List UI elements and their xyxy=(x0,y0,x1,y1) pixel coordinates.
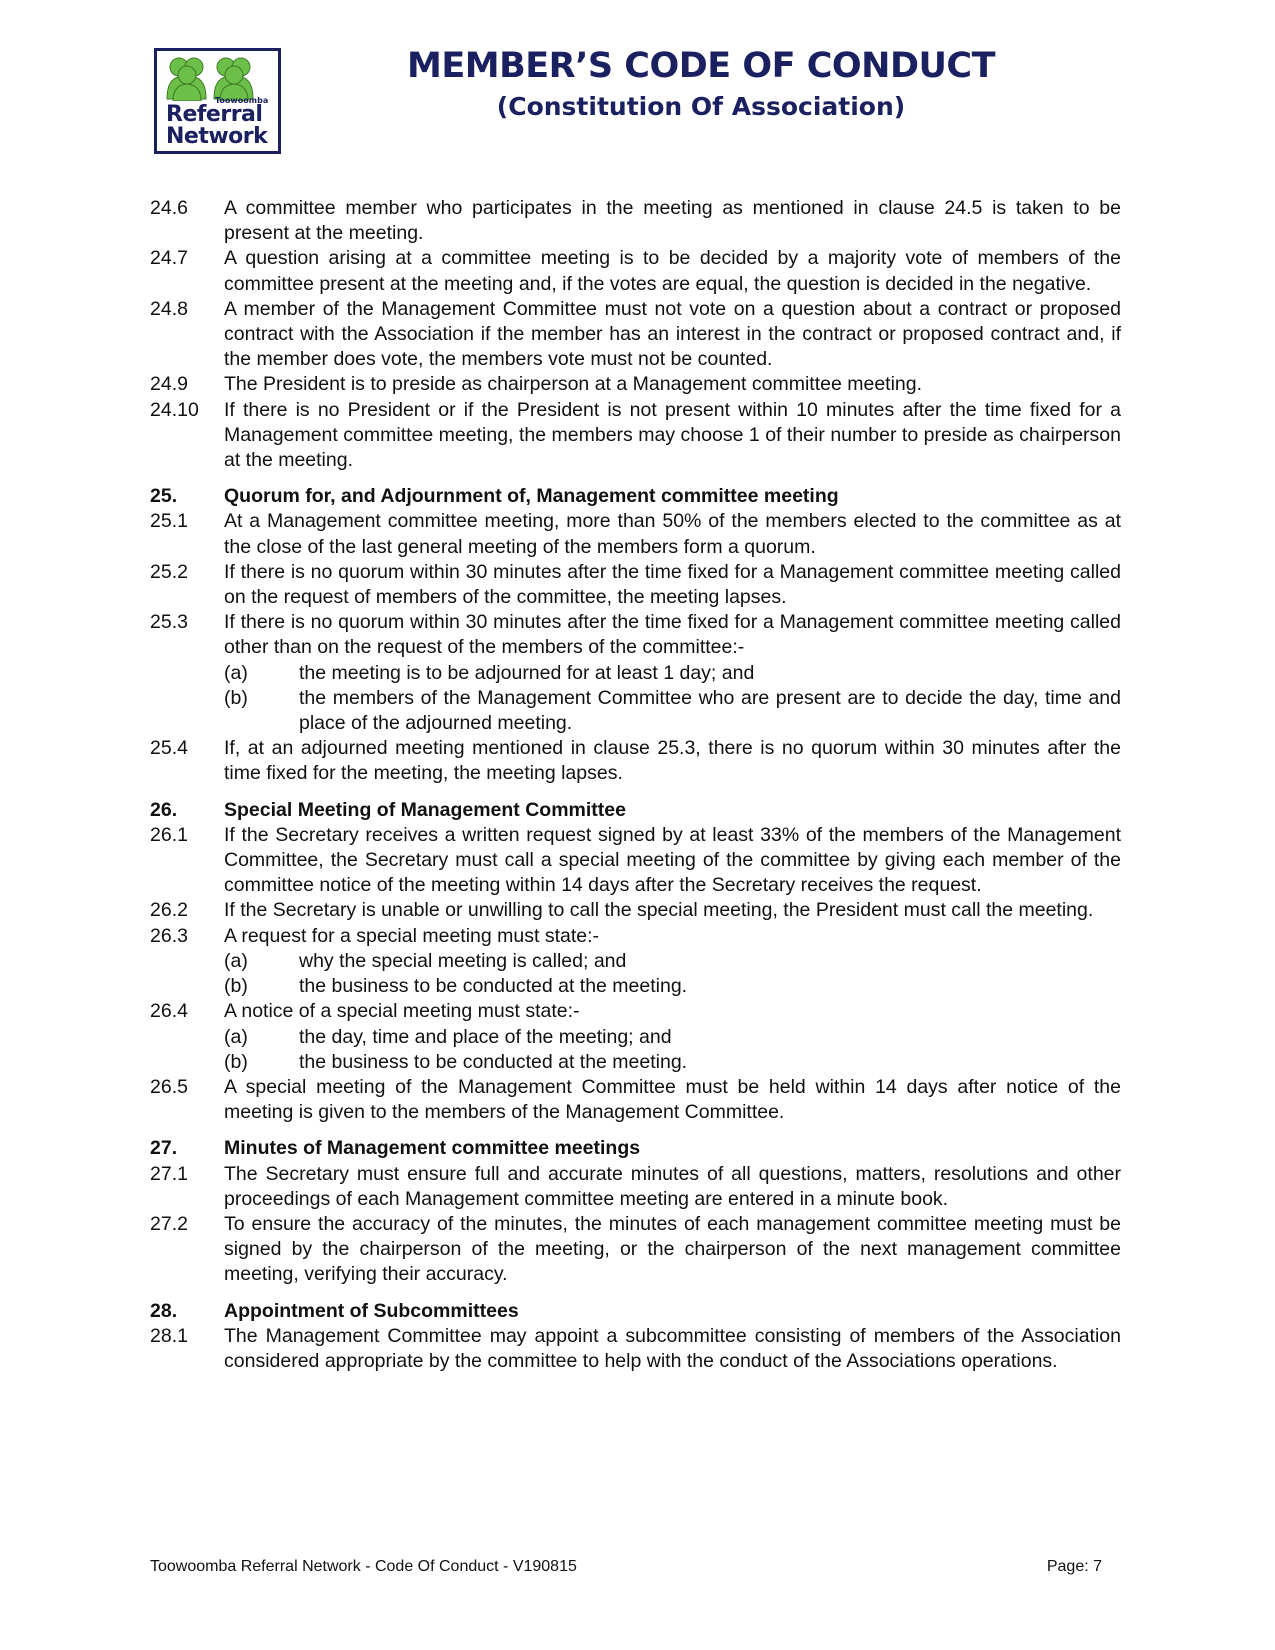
clause-number: 26.4 xyxy=(150,1000,188,1023)
clause-text: If the Secretary is unable or unwilling to call the special meeting, the President must call the meeting. xyxy=(224,899,1094,922)
sub-clause xyxy=(150,1050,1121,1075)
clause-number: 25.1 xyxy=(150,510,188,533)
clause xyxy=(150,1324,1121,1374)
clause xyxy=(150,610,1121,660)
page-subtitle: (Constitution Of Association) xyxy=(496,92,906,121)
section-heading xyxy=(150,1299,1121,1324)
section-heading xyxy=(150,484,1121,509)
organization-logo xyxy=(154,48,281,154)
clause-number: 26.5 xyxy=(150,1075,188,1098)
clause-number: 25.4 xyxy=(150,737,188,760)
clause-number: 28.1 xyxy=(150,1324,188,1347)
document-body xyxy=(150,196,1121,1374)
clause-text: Appointment of Subcommittees xyxy=(224,1299,519,1322)
clause-number: 25. xyxy=(150,485,178,508)
clause-number: 24.6 xyxy=(150,197,188,219)
clause-number: 26.1 xyxy=(150,823,188,846)
clause-text: If there is no quorum within 30 minutes after the time fixed for a Management committee meeting called other than on the request of the members of the committee:- xyxy=(224,611,1121,659)
clause-text: The Secretary must ensure full and accurate minutes of all questions, matters, resolutions and other proceedings of each Management committee meeting are entered in a minute book. xyxy=(224,1162,1121,1210)
clause-text: If, at an adjourned meeting mentioned in clause 25.3, there is no quorum within 30 minutes after the time fixed for the meeting, the meeting lapses. xyxy=(224,737,1121,785)
clause xyxy=(150,398,1121,474)
clause-number: 25.2 xyxy=(150,560,188,583)
clause-number: 24.8 xyxy=(150,297,188,320)
clause-number: 24.9 xyxy=(150,373,188,396)
sub-clause-text: the day, time and place of the meeting; and xyxy=(299,1025,672,1048)
section-heading xyxy=(150,1136,1121,1161)
clause xyxy=(150,297,1121,373)
clause xyxy=(150,999,1121,1024)
logo-line2: Network xyxy=(166,124,268,149)
clause-text: If the Secretary receives a written request signed by at least 33% of the members of the Management Committee, the Secretary must call a special meeting of the committee by giving each member of the committee notice of the meeting within 14 days after the Secretary receives the request. xyxy=(224,823,1121,897)
sub-clause-label: (a) xyxy=(224,661,248,684)
footer-page-number: Page: 7 xyxy=(1046,1558,1102,1575)
clause-text: A member of the Management Committee must not vote on a question about a contract or proposed contract with the Association if the member has an interest in the contract or proposed contract and, if the member does vote, the members vote must not be counted. xyxy=(224,297,1121,371)
clause-text: To ensure the accuracy of the minutes, the minutes of each management committee meeting must be signed by the chairperson of the meeting, or the chairperson of the next management committee meeting, verifying their accuracy. xyxy=(224,1212,1121,1286)
clause xyxy=(150,924,1121,949)
clause-text: Quorum for, and Adjournment of, Management committee meeting xyxy=(224,485,839,508)
clause xyxy=(150,1075,1121,1125)
sub-clause xyxy=(150,661,1121,686)
clause xyxy=(150,509,1121,559)
clause xyxy=(150,196,1121,246)
people-group-icon xyxy=(165,55,270,101)
clause-text: The President is to preside as chairperson at a Management committee meeting. xyxy=(224,373,923,396)
clause-number: 25.3 xyxy=(150,611,188,634)
clause-number: 26. xyxy=(150,798,178,821)
sub-clause-text: the business to be conducted at the meeting. xyxy=(299,975,688,998)
clause-number: 27.2 xyxy=(150,1212,188,1235)
clause-number: 27. xyxy=(150,1137,178,1160)
clause-number: 26.3 xyxy=(150,924,188,947)
clause-number: 27.1 xyxy=(150,1162,188,1185)
clause-text: If there is no quorum within 30 minutes after the time fixed for a Management committee meeting called on the request of members of the committee, the meeting lapses. xyxy=(224,560,1121,609)
page-title: MEMBER’S CODE OF CONDUCT xyxy=(407,46,995,86)
sub-clause-text: the meeting is to be adjourned for at least 1 day; and xyxy=(299,661,755,684)
clause-number: 28. xyxy=(150,1299,178,1322)
sub-clause xyxy=(150,686,1121,736)
sub-clause-label: (b) xyxy=(224,686,248,709)
clause-number: 24.10 xyxy=(150,398,199,421)
clause-text: A committee member who participates in the meeting as mentioned in clause 24.5 is taken to be present at the meeting. xyxy=(224,197,1121,245)
clause-text: A special meeting of the Management Committee must be held within 14 days after notice of the meeting is given to the members of the Management Committee. xyxy=(224,1075,1121,1124)
clause-text: A question arising at a committee meeting is to be decided by a majority vote of members of the committee present at the meeting and, if the votes are equal, the question is decided in the negative. xyxy=(224,247,1121,295)
clause-text: At a Management committee meeting, more than 50% of the members elected to the committee as at the close of the last general meeting of the members form a quorum. xyxy=(224,510,1121,558)
section-heading xyxy=(150,798,1121,823)
clause-text: Minutes of Management committee meetings xyxy=(224,1137,641,1160)
clause-text: The Management Committee may appoint a subcommittee consisting of members of the Association considered appropriate by the committee to help with the conduct of the Associations operations. xyxy=(224,1324,1121,1372)
sub-clause xyxy=(150,974,1121,999)
sub-clause-text: the members of the Management Committee who are present are to decide the day, time and place of the adjourned meeting. xyxy=(299,686,1121,735)
clause-text: A request for a special meeting must state:- xyxy=(224,924,600,947)
sub-clause-label: (b) xyxy=(224,975,248,998)
sub-clause xyxy=(150,1025,1121,1050)
sub-clause xyxy=(150,949,1121,974)
sub-clause-text: the business to be conducted at the meeting. xyxy=(299,1050,688,1073)
sub-clause-label: (b) xyxy=(224,1050,248,1073)
clause-text: Special Meeting of Management Committee xyxy=(224,798,626,821)
clause xyxy=(150,736,1121,786)
sub-clause-text: why the special meeting is called; and xyxy=(299,949,627,972)
clause xyxy=(150,823,1121,899)
clause-text: A notice of a special meeting must state:- xyxy=(224,1000,580,1023)
clause xyxy=(150,372,1121,397)
clause xyxy=(150,1162,1121,1212)
clause-number: 24.7 xyxy=(150,247,188,270)
logo-small-text: Toowoomba xyxy=(215,96,269,105)
sub-clause-label: (a) xyxy=(224,949,248,972)
clause xyxy=(150,898,1121,923)
clause xyxy=(150,246,1121,296)
logo-line1: Referral xyxy=(166,102,263,127)
clause-number: 26.2 xyxy=(150,899,188,922)
clause xyxy=(150,1212,1121,1288)
footer-document-info: Toowoomba Referral Network - Code Of Conduct - V190815 xyxy=(150,1558,577,1575)
clause-text: If there is no President or if the President is not present within 10 minutes after the time fixed for a Management committee meeting, the members may choose 1 of their number to preside as chairperson at the meeting. xyxy=(224,398,1121,472)
clause xyxy=(150,560,1121,610)
sub-clause-label: (a) xyxy=(224,1025,248,1048)
